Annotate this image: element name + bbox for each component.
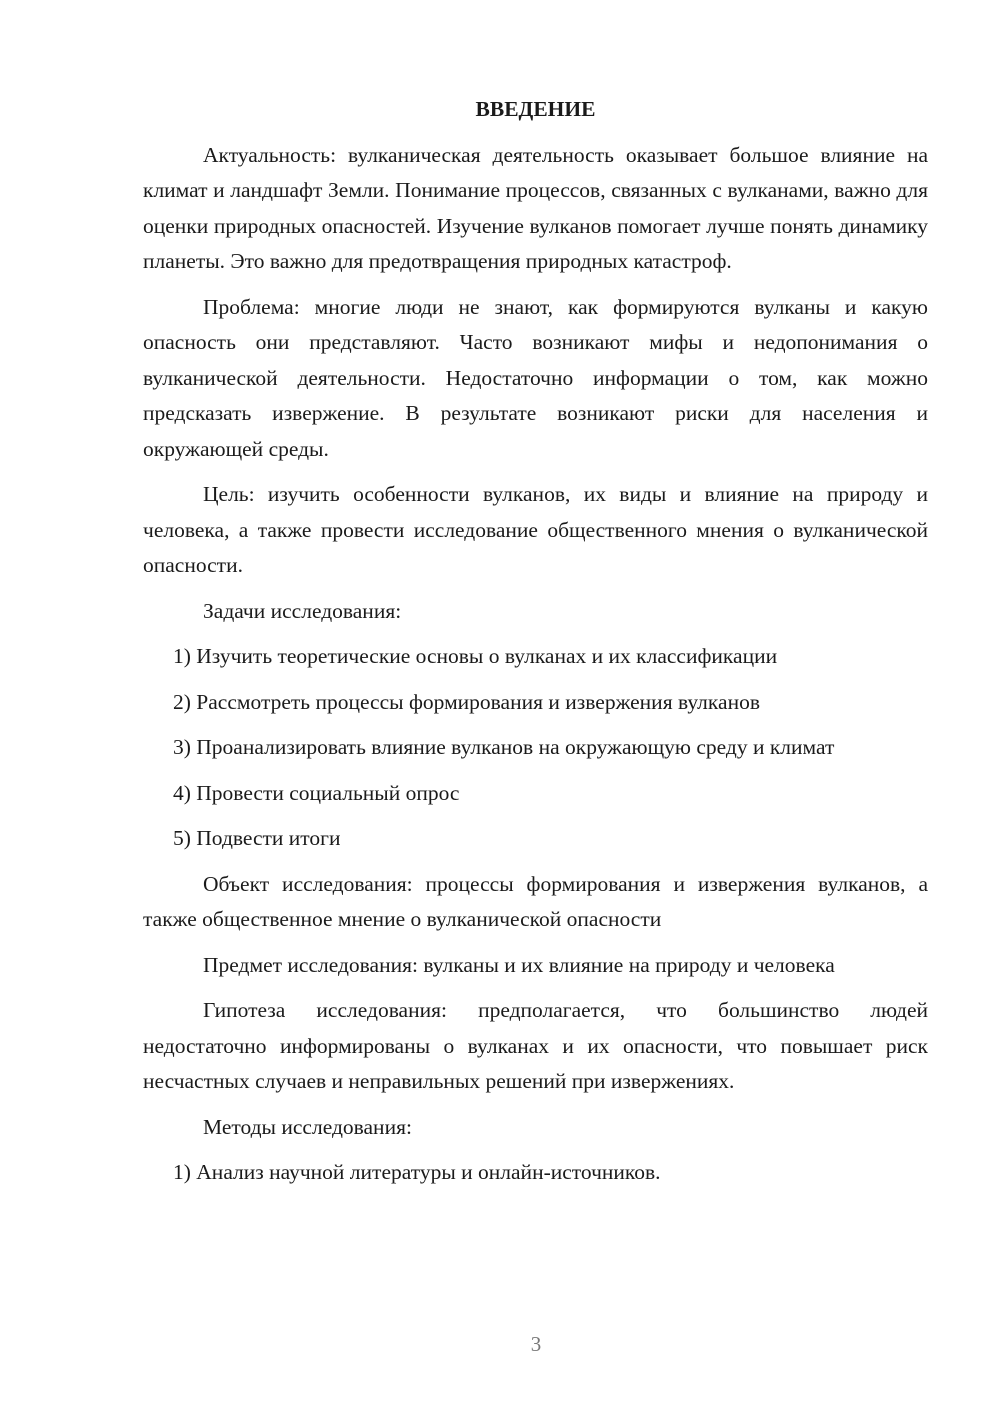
task-item: 2) Рассмотреть процессы формирования и извержения вулканов bbox=[173, 689, 760, 714]
problem-paragraph: Проблема: многие люди не знают, как формируются вулканы и какую опасность они представляют. Часто возникают мифы и недопонимания о вулканической деятельности. Недостаточно информации о том, как можно предсказать извержение. В результате возникают риски для населения и окружающей среды. bbox=[143, 294, 928, 461]
methods-heading: Методы исследования: bbox=[203, 1114, 412, 1139]
document-page bbox=[143, 92, 928, 1201]
object-paragraph: Объект исследования: процессы формирования и извержения вулканов, а также общественное мнение о вулканической опасности bbox=[143, 871, 928, 931]
page-number: 3 bbox=[530, 1332, 542, 1356]
method-item: 1) Анализ научной литературы и онлайн-источников. bbox=[173, 1160, 661, 1184]
goal-paragraph: Цель: изучить особенности вулканов, их виды и влияние на природу и человека, а также провести исследование общественного мнения о вулканической опасности. bbox=[143, 482, 928, 577]
task-item: 3) Проанализировать влияние вулканов на окружающую среду и климат bbox=[173, 735, 835, 759]
relevance-paragraph: Актуальность: вулканическая деятельность оказывает большое влияние на климат и ландшафт Земли. Понимание процессов, связанных с вулканами, важно для оценки природных опасностей. Изучение вулканов помогает лучше понять динамику планеты. Это важно для предотвращения природных катастроф. bbox=[143, 142, 928, 273]
tasks-heading: Задачи исследования: bbox=[203, 598, 402, 623]
task-item: 4) Провести социальный опрос bbox=[173, 780, 460, 805]
hypothesis-paragraph: Гипотеза исследования: предполагается, что большинство людей недостаточно информированы о вулканах и их опасности, что повышает риск несчастных случаев и неправильных решений при извержениях. bbox=[143, 998, 928, 1093]
section-title: ВВЕДЕНИЕ bbox=[475, 97, 596, 121]
task-item: 1) Изучить теоретические основы о вулканах и их классификации bbox=[173, 644, 778, 668]
subject-paragraph: Предмет исследования: вулканы и их влияние на природу и человека bbox=[203, 952, 835, 977]
task-item: 5) Подвести итоги bbox=[173, 826, 341, 850]
